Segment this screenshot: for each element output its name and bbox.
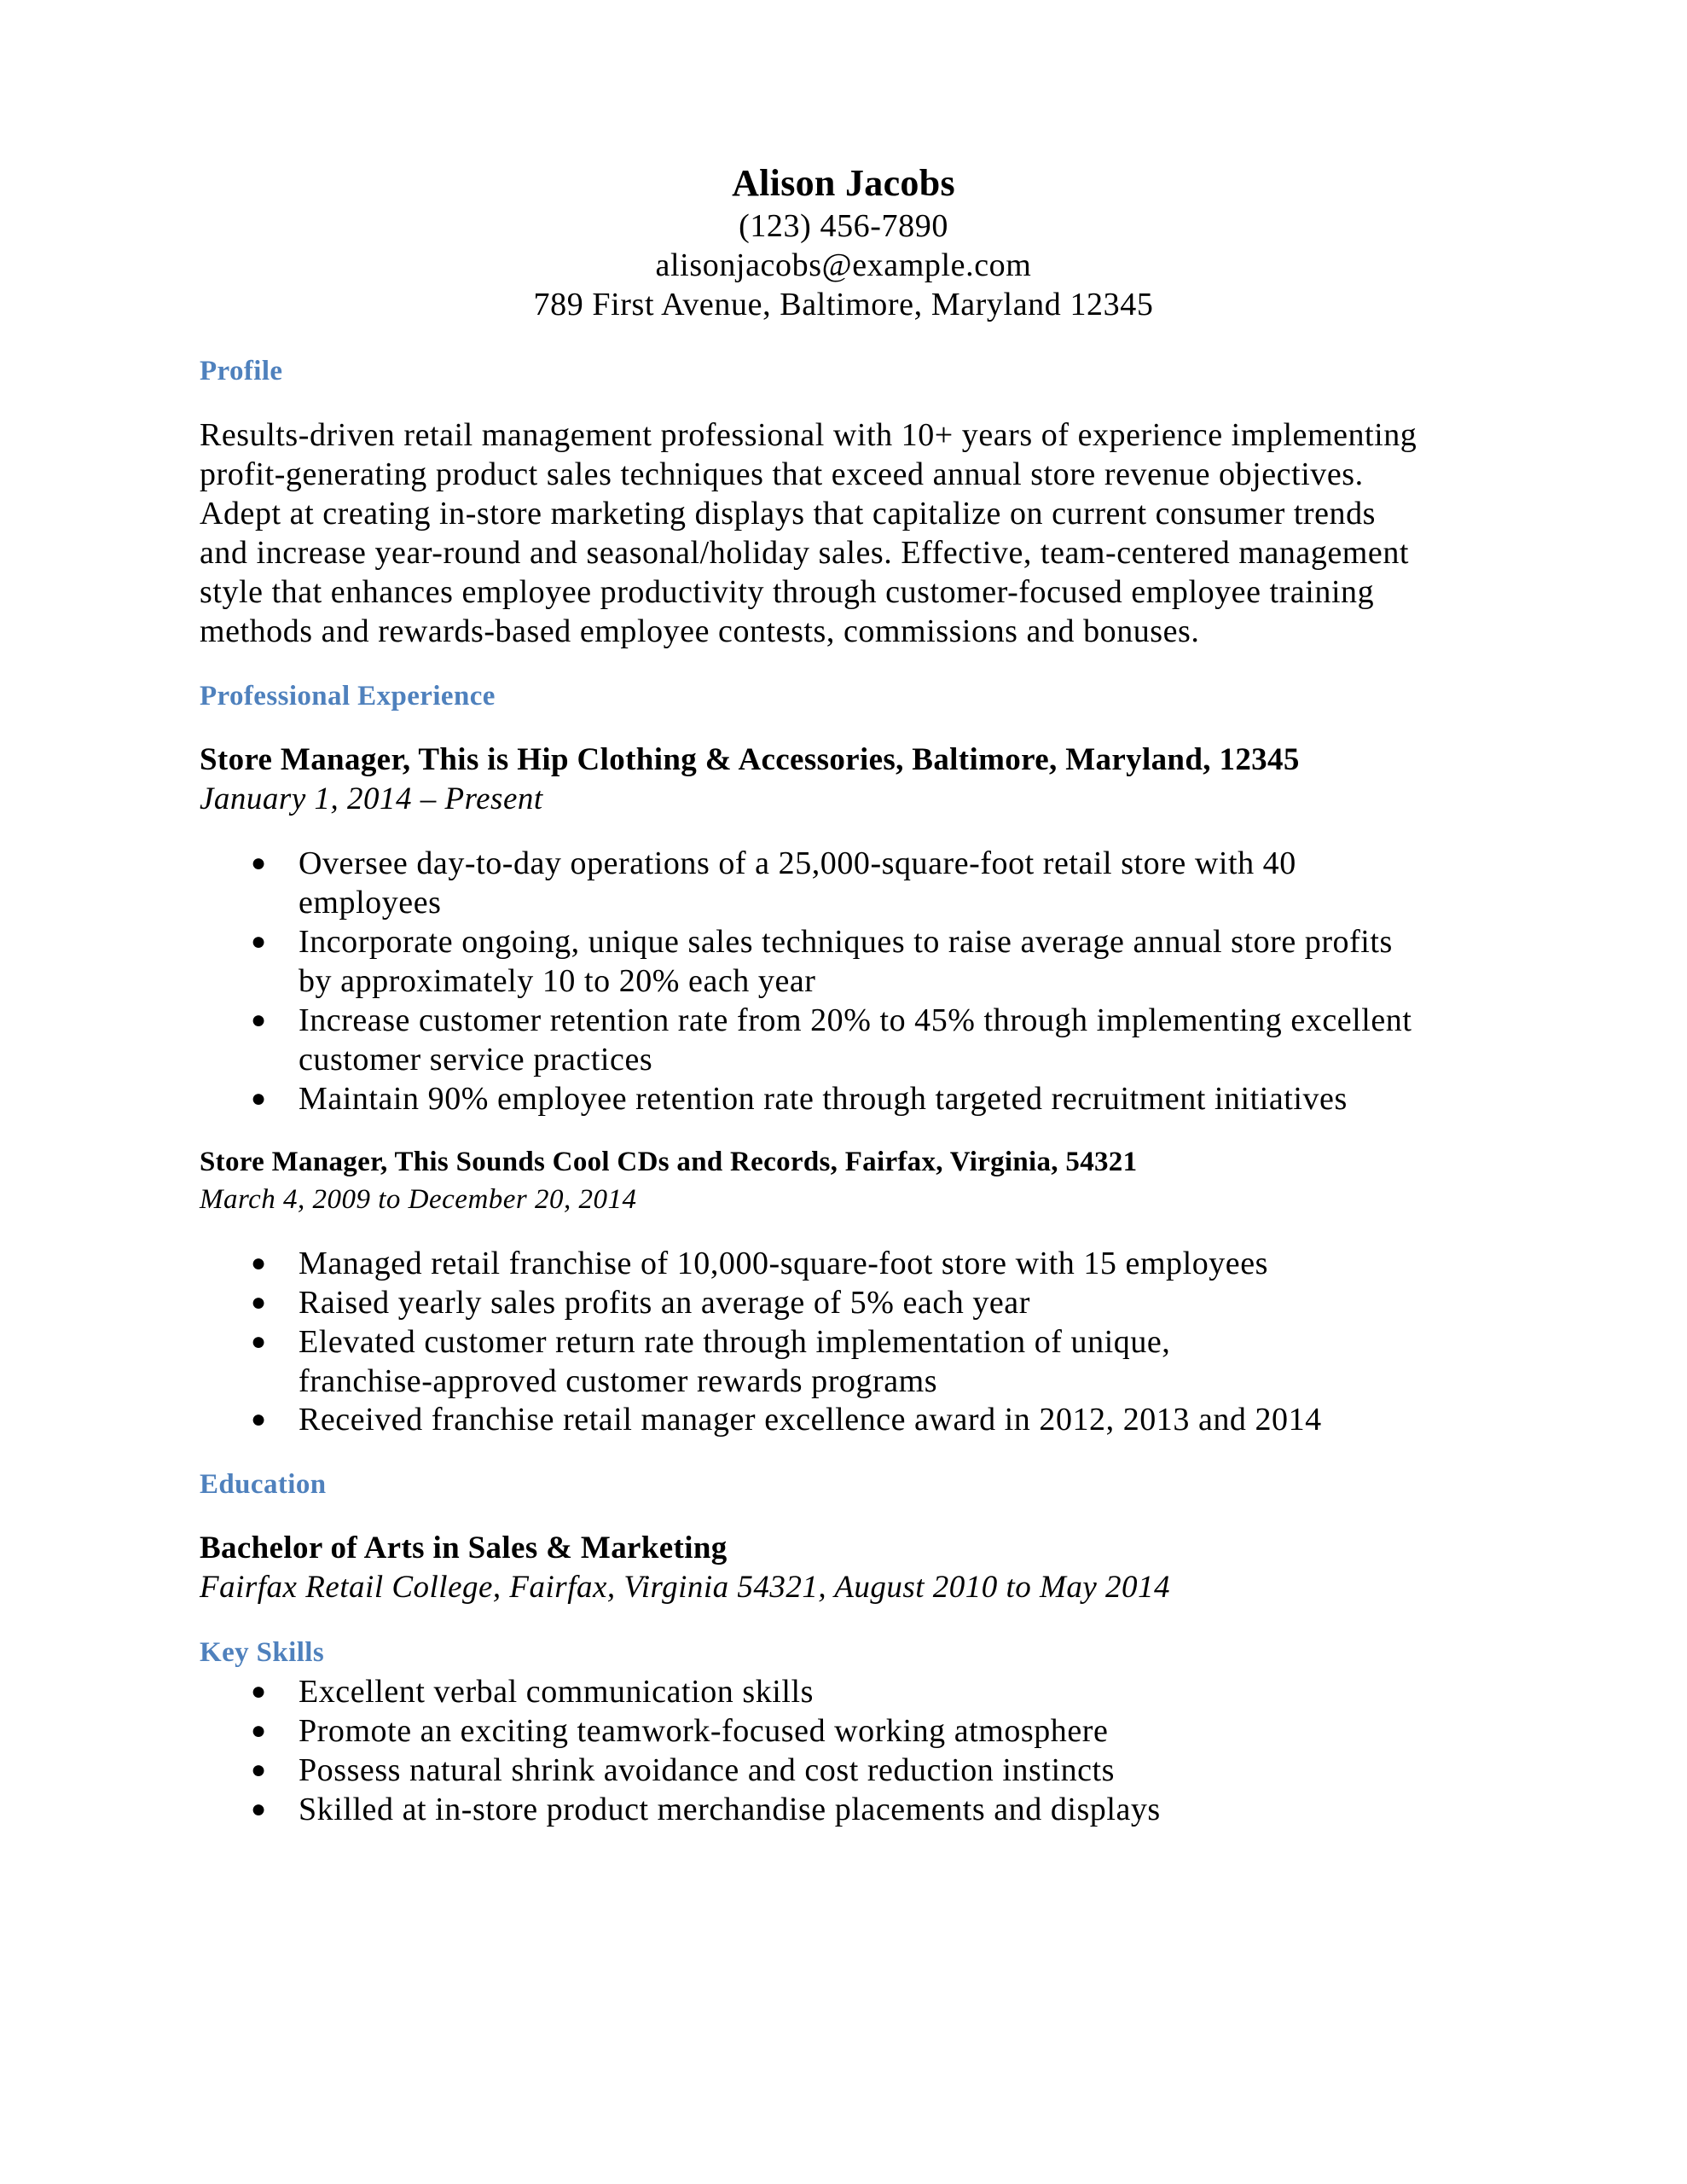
skill-item: Possess natural shrink avoidance and cost reduction instincts <box>299 1752 1115 1788</box>
experience-heading: Professional Experience <box>200 681 496 712</box>
education-details: Fairfax Retail College, Fairfax, Virginia 54321, August 2010 to May 2014 <box>200 1570 1171 1605</box>
bullet-icon: ● <box>251 1084 267 1112</box>
job-title: Store Manager, This is Hip Clothing & Accessories, Baltimore, Maryland, 12345 <box>200 742 1300 777</box>
bullet-icon: ● <box>251 1405 267 1433</box>
job-title: Store Manager, This Sounds Cool CDs and Records, Fairfax, Virginia, 54321 <box>200 1147 1138 1177</box>
bullet-icon: ● <box>251 849 267 877</box>
education-heading: Education <box>200 1469 327 1500</box>
job-bullet-continuation: franchise-approved customer rewards programs <box>299 1363 938 1399</box>
bullet-icon: ● <box>251 927 267 956</box>
bullet-icon: ● <box>251 1716 267 1745</box>
job-dates: January 1, 2014 – Present <box>200 781 543 816</box>
job-bullet: Elevated customer return rate through implementation of unique, <box>299 1324 1171 1360</box>
job-bullet-continuation: customer service practices <box>299 1042 653 1077</box>
profile-heading: Profile <box>200 356 283 386</box>
degree-title: Bachelor of Arts in Sales & Marketing <box>200 1531 728 1565</box>
job-bullet: Incorporate ongoing, unique sales techniques to raise average annual store profits <box>299 924 1393 960</box>
bullet-icon: ● <box>251 1288 267 1316</box>
job-bullet: Managed retail franchise of 10,000-square-foot store with 15 employees <box>299 1246 1268 1281</box>
job-bullet: Increase customer retention rate from 20% to 45% through implementing excellent <box>299 1002 1412 1038</box>
bullet-icon: ● <box>251 1795 267 1823</box>
bullet-icon: ● <box>251 1006 267 1034</box>
profile-line: Results-driven retail management professional with 10+ years of experience implementing <box>200 417 1417 453</box>
profile-line: methods and rewards-based employee contests, commissions and bonuses. <box>200 613 1200 649</box>
street-address: 789 First Avenue, Baltimore, Maryland 12345 <box>533 287 1154 322</box>
job-dates: March 4, 2009 to December 20, 2014 <box>200 1184 637 1215</box>
job-bullet: Oversee day-to-day operations of a 25,000-square-foot retail store with 40 <box>299 845 1296 881</box>
profile-line: profit-generating product sales techniques that exceed annual store revenue objectives. <box>200 456 1364 492</box>
job-bullet: Raised yearly sales profits an average of 5% each year <box>299 1285 1030 1321</box>
bullet-icon: ● <box>251 1249 267 1277</box>
candidate-name: Alison Jacobs <box>732 162 955 204</box>
job-bullet: Received franchise retail manager excellence award in 2012, 2013 and 2014 <box>299 1402 1322 1438</box>
job-bullet: Maintain 90% employee retention rate through targeted recruitment initiatives <box>299 1081 1348 1117</box>
bullet-icon: ● <box>251 1327 267 1356</box>
profile-line: style that enhances employee productivity through customer-focused employee training <box>200 574 1375 610</box>
skill-item: Promote an exciting teamwork-focused working atmosphere <box>299 1713 1109 1749</box>
profile-line: and increase year-round and seasonal/holiday sales. Effective, team-centered management <box>200 535 1409 571</box>
skill-item: Excellent verbal communication skills <box>299 1674 814 1710</box>
bullet-icon: ● <box>251 1677 267 1705</box>
skills-heading: Key Skills <box>200 1637 325 1668</box>
skill-item: Skilled at in-store product merchandise placements and displays <box>299 1792 1161 1827</box>
job-bullet-continuation: employees <box>299 885 442 921</box>
email-address: alisonjacobs@example.com <box>655 247 1032 283</box>
phone-number: (123) 456-7890 <box>739 208 948 244</box>
profile-line: Adept at creating in-store marketing displays that capitalize on current consumer trends <box>200 496 1376 531</box>
job-bullet-continuation: by approximately 10 to 20% each year <box>299 963 816 999</box>
bullet-icon: ● <box>251 1756 267 1784</box>
